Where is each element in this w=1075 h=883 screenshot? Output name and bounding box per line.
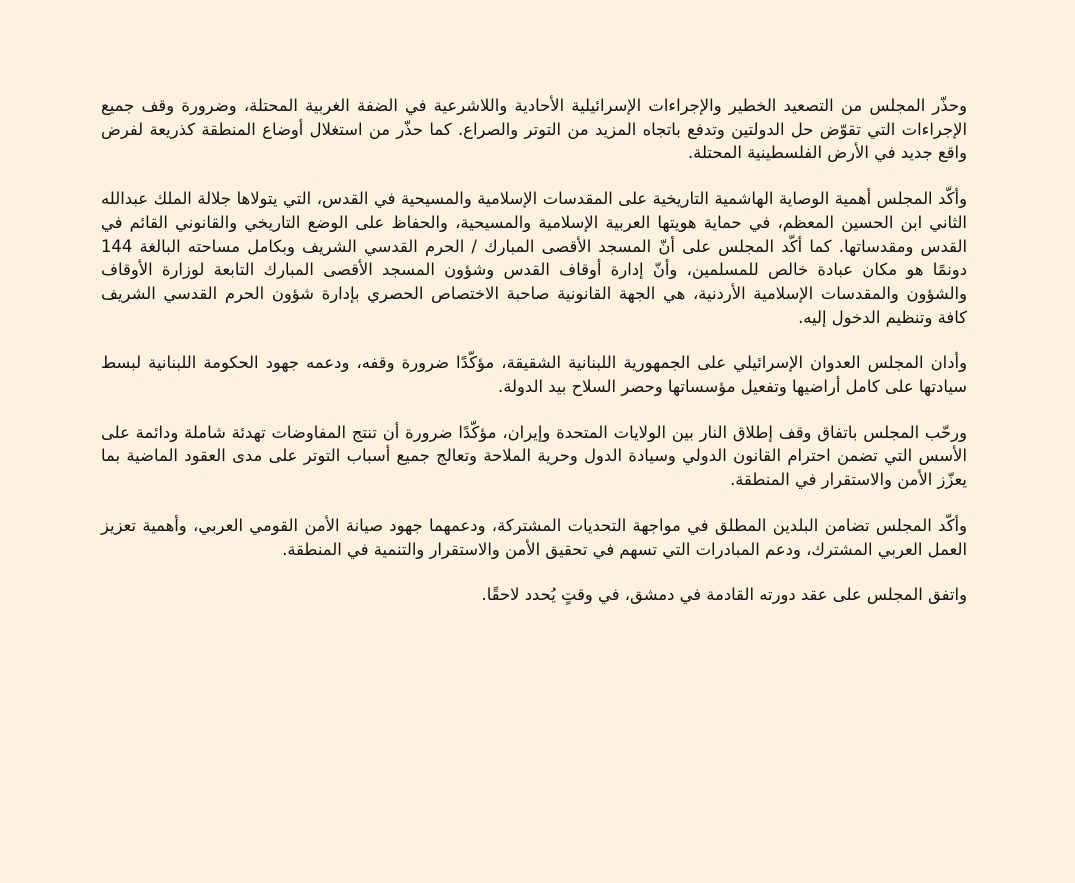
paragraph-west-bank: وحذّر المجلس من التصعيد الخطير والإجراءات الإسرائيلية الأحادية واللاشرعية في الضفة الغربية المحتلة، وضرورة وقف جميع الإجراءات التي تقوّض حل الدولتين وتدفع باتجاه المزيد من التوتر والصراع. كما حذّر من استغلال أوضاع المنطقة كذريعة لفرض واقع جديد في الأرض الفلسطينية المحتلة. bbox=[101, 96, 967, 163]
paragraph-next-session: واتفق المجلس على عقد دورته القادمة في دمشق، في وقتٍ يُحدد لاحقًا. bbox=[481, 585, 967, 605]
paragraph-jerusalem-custodianship: وأكّد المجلس أهمية الوصاية الهاشمية التاريخية على المقدسات الإسلامية والمسيحية في القدس، التي يتولاها جلالة الملك عبدالله الثاني ابن الحسين المعظم، في حماية هويتها العربية الإسلامية والمسيحية، والحفاظ على الوضع التاريخي والقانوني القائم في القدس ومقدساتها. كما أكّد المجلس على أنّ المسجد الأقصى المبارك / الحرم القدسي الشريف وبكامل مساحته البالغة 144 دونمًا هو مكان عبادة خالص للمسلمين، وأنّ إدارة أوقاف القدس وشؤون المسجد الأقصى المبارك التابعة لوزارة الأوقاف والشؤون والمقدسات الإسلامية الأردنية، هي الجهة القانونية صاحبة الاختصاص الحصري بإدارة شؤون الحرم القدسي الشريف كافة وتنظيم الدخول إليه. bbox=[101, 189, 967, 327]
paragraph-ceasefire: ورحّب المجلس باتفاق وقف إطلاق النار بين الولايات المتحدة وإيران، مؤكّدًا ضرورة أن تنتج المفاوضات تهدئة شاملة ودائمة على الأسس التي تضمن احترام القانون الدولي وسيادة الدول وحرية الملاحة وتعالج جميع أسباب التوتر على مدى العقود الماضية بما يعزّز الأمن والاستقرار في المنطقة. bbox=[101, 422, 967, 490]
statement-document bbox=[101, 94, 967, 629]
paragraph-lebanon: وأدان المجلس العدوان الإسرائيلي على الجمهورية اللبنانية الشقيقة، مؤكّدًا ضرورة وقفه، ودعمه جهود الحكومة اللبنانية لبسط سيادتها على كامل أراضيها وتفعيل مؤسساتها وحصر السلاح بيد الدولة. bbox=[101, 353, 967, 397]
paragraph-arab-solidarity: وأكّد المجلس تضامن البلدين المطلق في مواجهة التحديات المشتركة، ودعمهما جهود صيانة الأمن القومي العربي، وأهمية تعزيز العمل العربي المشترك، ودعم المبادرات التي تسهم في تحقيق الأمن والاستقرار والتنمية في المنطقة. bbox=[101, 515, 967, 559]
